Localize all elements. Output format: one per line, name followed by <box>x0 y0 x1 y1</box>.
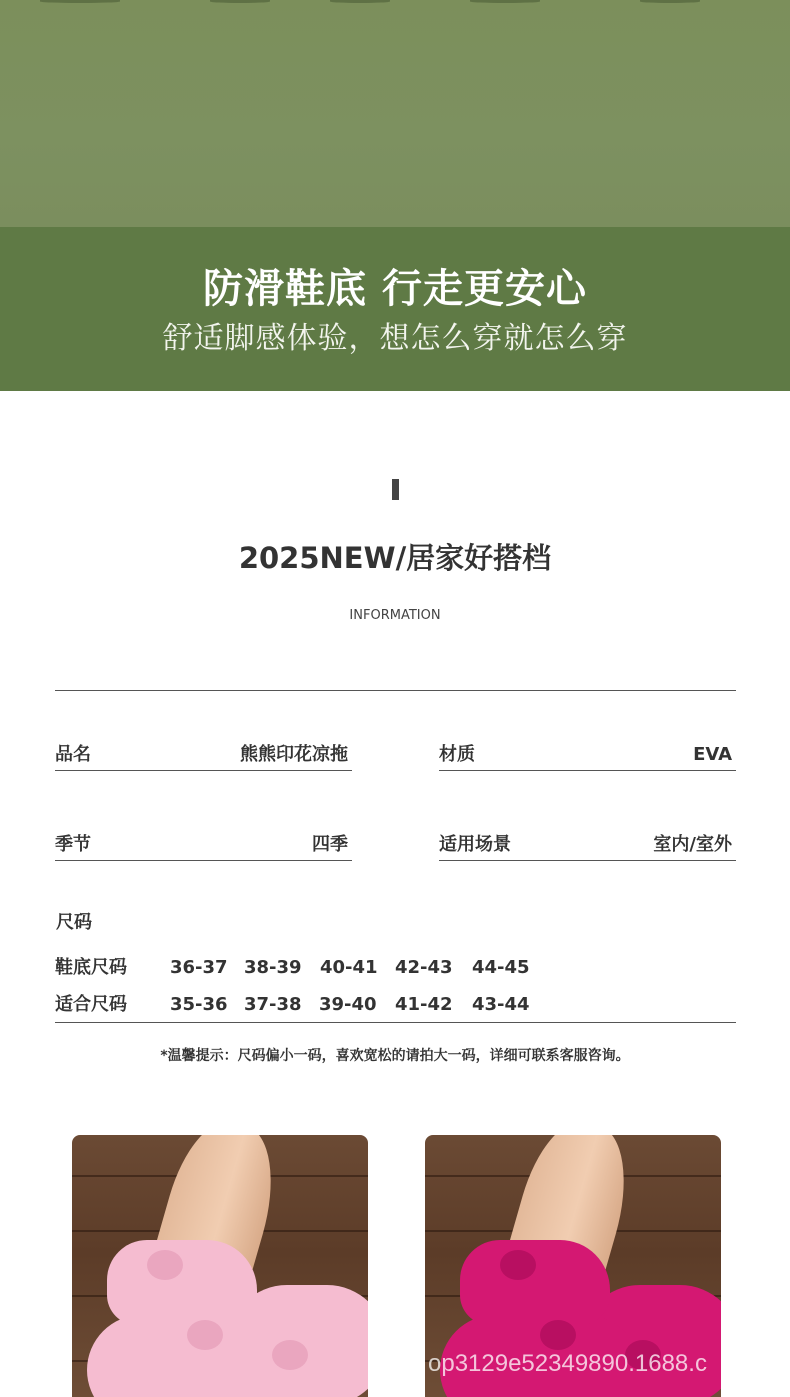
slipper-edge <box>470 0 540 3</box>
spec-material <box>439 742 736 771</box>
section-marker <box>392 479 399 500</box>
size-cell: 37-38 <box>244 994 302 1015</box>
spec-value: 室内/室外 <box>653 834 732 855</box>
sole-size-label: 鞋底尺码 <box>55 957 127 978</box>
spec-value: 四季 <box>312 834 348 855</box>
spec-value: EVA <box>693 744 732 765</box>
banner-subtitle: 舒适脚感体验，想怎么穿就怎么穿 <box>162 321 628 356</box>
size-cell: 43-44 <box>472 994 530 1015</box>
size-cell: 39-40 <box>319 994 377 1015</box>
size-tip: *温馨提示：尺码偏小一码，喜欢宽松的请拍大一码，详细可联系客服咨询。 <box>160 1048 630 1064</box>
fit-size-row <box>55 992 736 1018</box>
size-heading: 尺码 <box>56 912 92 933</box>
bear-print-icon <box>187 1320 223 1350</box>
section-title: 2025NEW/居家好搭档 <box>238 541 552 575</box>
spec-product-name <box>55 742 352 771</box>
slipper-strap <box>460 1240 610 1325</box>
top-product-photo <box>0 0 790 227</box>
bear-print-icon <box>147 1250 183 1280</box>
spec-label: 适用场景 <box>439 834 511 855</box>
bear-print-icon <box>500 1250 536 1280</box>
slipper-strap <box>107 1240 257 1325</box>
spec-value: 熊熊印花凉拖 <box>240 744 348 765</box>
feature-banner <box>0 227 790 391</box>
spec-label: 季节 <box>55 834 91 855</box>
sole-size-row <box>55 955 736 981</box>
divider <box>55 690 736 691</box>
spec-scene <box>439 832 736 861</box>
slipper-edge <box>210 0 270 3</box>
section-subtitle: INFORMATION <box>349 608 441 623</box>
size-cell: 42-43 <box>395 957 453 978</box>
slipper-edge <box>330 0 390 3</box>
slipper-edge <box>640 0 700 3</box>
size-cell: 35-36 <box>170 994 228 1015</box>
fit-size-label: 适合尺码 <box>55 994 127 1015</box>
size-cell: 36-37 <box>170 957 228 978</box>
banner-title: 防滑鞋底 行走更安心 <box>203 266 587 312</box>
product-photo-pink <box>72 1135 368 1397</box>
bear-print-icon <box>272 1340 308 1370</box>
slipper-edge <box>40 0 120 3</box>
bear-print-icon <box>540 1320 576 1350</box>
watermark: op3129e52349890.1688.c <box>428 1350 707 1377</box>
size-cell: 38-39 <box>244 957 302 978</box>
spec-label: 品名 <box>55 744 91 765</box>
spec-label: 材质 <box>439 744 475 765</box>
size-cell: 41-42 <box>395 994 453 1015</box>
size-cell: 44-45 <box>472 957 530 978</box>
spec-season <box>55 832 352 861</box>
slipper-front <box>87 1315 287 1397</box>
divider <box>55 1022 736 1023</box>
size-cell: 40-41 <box>320 957 378 978</box>
